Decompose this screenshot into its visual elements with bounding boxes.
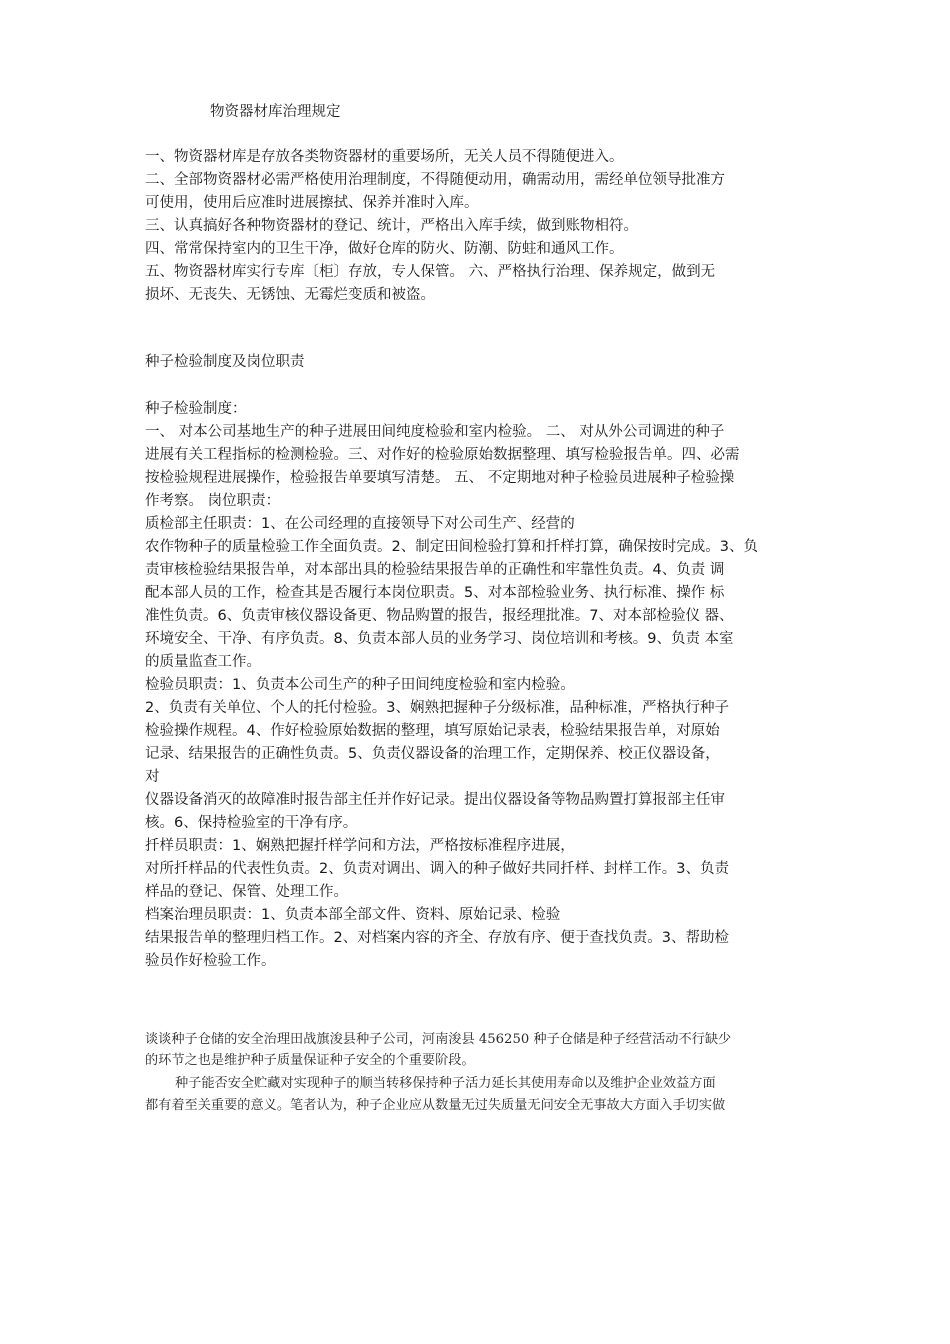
section2-line: 准性负责。6、负责审核仪器设备更、物品购置的报告，报经理批准。7、对本部检验仪 器、 <box>145 608 734 624</box>
section1-line: 四、常常保持室内的卫生干净，做好仓库的防火、防潮、防蛀和通风工作。 <box>145 241 624 257</box>
section2-line: 对所扦样品的代表性负责。2、负责对调出、调入的种子做好共同扦样、封样工作。3、负责 <box>145 861 729 877</box>
section2-line: 仪器设备消灭的故障准时报告部主任并作好记录。提出仪器设备等物品购置打算报部主任审 <box>145 792 725 808</box>
section2-line: 核。6、保持检验室的干净有序。 <box>145 815 358 831</box>
section3-line: 种子能否安全贮藏对实现种子的顺当转移保持种子活力延长其使用寿命以及维护企业效益方面 <box>175 1076 716 1091</box>
section2-line: 验员作好检验工作。 <box>145 953 276 969</box>
section1-title: 物资器材库治理规定 <box>210 104 341 120</box>
section2-line: 环境安全、干净、有序负责。8、负责本部人员的业务学习、岗位培训和考核。9、负责 本室 <box>145 631 734 647</box>
section2-line: 按检验规程进展操作，检验报告单要填写清楚。 五、 不定期地对种子检验员进展种子检验操 <box>145 470 735 486</box>
section3-line: 的环节之也是维护种子质量保证种子安全的个重要阶段。 <box>145 1053 475 1068</box>
section2-line: 记录、结果报告的正确性负责。5、负责仪器设备的治理工作，定期保养、校正仪器设备， <box>145 746 720 762</box>
section2-line: 样品的登记、保管、处理工作。 <box>145 884 348 900</box>
section1-line: 三、认真搞好各种物资器材的登记、统计，严格出入库手续，做到账物相符。 <box>145 218 638 234</box>
section2-line: 种子检验制度： <box>145 401 247 417</box>
section2-line: 质检部主任职责：1、在公司经理的直接领导下对公司生产、经营的 <box>145 516 575 532</box>
section2-line: 配本部人员的工作，检查其是否履行本岗位职责。5、对本部检验业务、执行标准、操作 标 <box>145 585 725 601</box>
section2-line: 结果报告单的整理归档工作。2、对档案内容的齐全、存放有序、便于查找负责。3、帮助检 <box>145 930 729 946</box>
section2-line: 作考察。 岗位职责： <box>145 493 281 509</box>
section3-line: 都有着至关重要的意义。笔者认为，种子企业应从数量无过失质量无问安全无事故大方面入手切实做 <box>145 1098 726 1113</box>
section2-line: 的质量监查工作。 <box>145 654 261 670</box>
section2-line: 2、负责有关单位、个人的托付检验。3、娴熟把握种子分级标准，品种标准，严格执行种子 <box>145 700 729 716</box>
section2-line: 档案治理员职责：1、负责本部全部文件、资料、原始记录、检验 <box>145 907 561 923</box>
section1-line: 损坏、无丧失、无锈蚀、无霉烂变质和被盗。 <box>145 287 435 303</box>
section1-line: 一、物资器材库是存放各类物资器材的重要场所，无关人员不得随便进入。 <box>145 149 624 165</box>
section2-line: 检验操作规程。4、作好检验原始数据的整理，填写原始记录表，检验结果报告单，对原始 <box>145 723 720 739</box>
section1-line: 二、全部物资器材必需严格使用治理制度，不得随便动用，确需动用，需经单位领导批准方 <box>145 172 725 188</box>
section1-line: 可使用，使用后应准时进展擦拭、保养并准时入库。 <box>145 195 479 211</box>
section2-title: 种子检验制度及岗位职责 <box>145 354 305 370</box>
section2-line: 农作物种子的质量检验工作全面负责。2、制定田间检验打算和扦样打算，确保按时完成。3、负 <box>145 539 758 555</box>
section2-line: 一、 对本公司基地生产的种子进展田间纯度检验和室内检验。 二、 对从外公司调进的种子 <box>145 424 725 440</box>
section2-line: 扦样员职责：1、娴熟把握扦样学问和方法，严格按标准程序进展， <box>145 838 575 854</box>
section2-line: 责审核检验结果报告单，对本部出具的检验结果报告单的正确性和牢靠性负责。4、负责 调 <box>145 562 725 578</box>
section3-line: 谈谈种子仓储的安全治理田战旗浚县种子公司，河南浚县 456250 种子仓储是种子经营活动不行缺少 <box>145 1032 732 1047</box>
section1-line: 五、物资器材库实行专库〔柜〕存放，专人保管。 六、严格执行治理、保养规定，做到无 <box>145 264 716 280</box>
section2-line: 检验员职责：1、负责本公司生产的种子田间纯度检验和室内检验。 <box>145 677 575 693</box>
section2-line: 进展有关工程指标的检测检验。三、对作好的检验原始数据整理、填写检验报告单。四、必需 <box>145 447 740 463</box>
section2-line: 对 <box>145 769 160 785</box>
